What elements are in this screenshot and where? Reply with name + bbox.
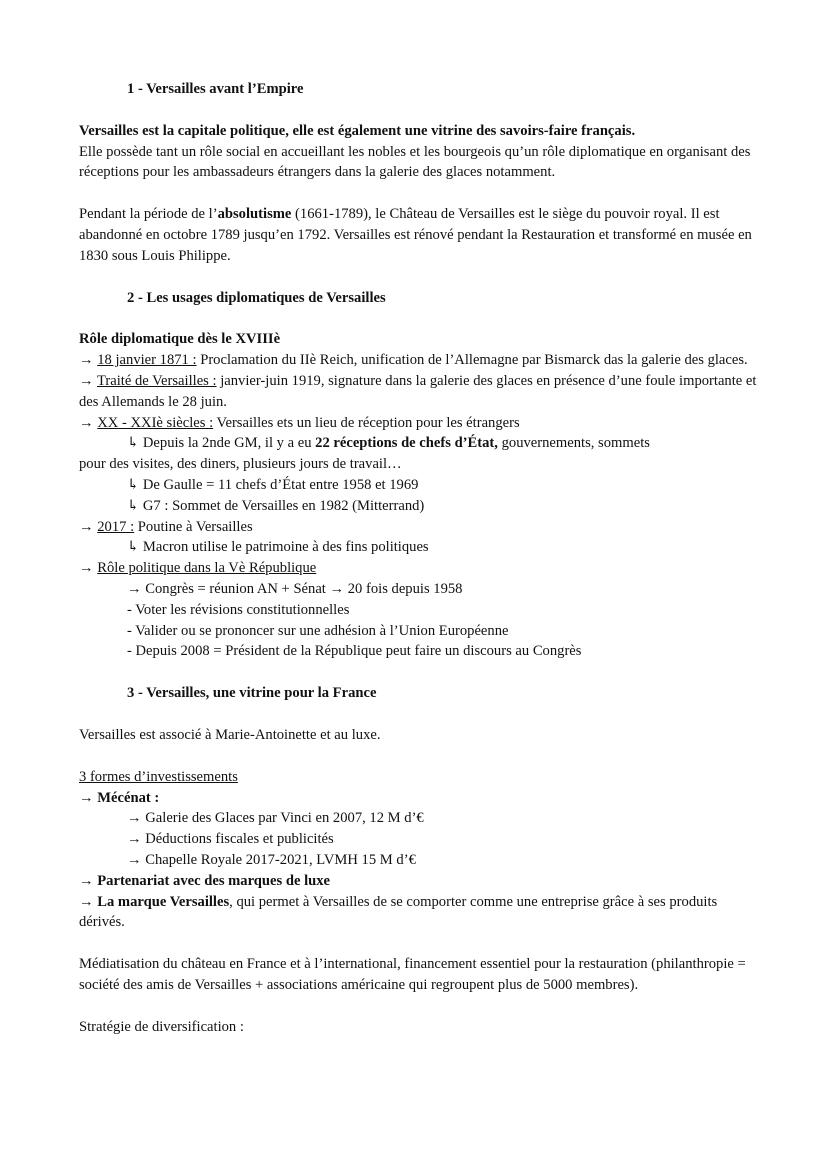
- section-1-paragraph-2: [79, 204, 759, 266]
- text: Proclamation du IIè Reich, unification de l’Allemagne par Bismarck das la galerie des glaces.: [196, 352, 748, 369]
- bold-text: Mécénat :: [97, 789, 160, 806]
- list-item: [79, 371, 759, 413]
- section-3-paragraph-1: Versailles est associé à Marie-Antoinette et au luxe.: [79, 726, 381, 743]
- list-item: [79, 350, 759, 371]
- list-item: [79, 871, 759, 892]
- document-page: [79, 79, 759, 1037]
- section-3-paragraph-2: Médiatisation du château en France et à l’international, financement essentiel pour la restauration (philanthropie = société des amis de Versailles + associations américaine qui regroupent plus de 5000 membres).: [79, 956, 746, 993]
- text: Elle possède tant un rôle social en accueillant les nobles et les bourgeois qu’un rôle diplomatique en organisant des réceptions pour les ambassadeurs étrangers dans la galerie des glaces notamment.: [79, 143, 751, 181]
- text: Versailles ets un lieu de réception pour les étrangers: [213, 414, 520, 431]
- list-item: [79, 892, 759, 934]
- text: Macron utilise le patrimoine à des fins politiques: [139, 539, 429, 556]
- arrow-icon: →: [127, 580, 142, 597]
- arrow-icon: →: [79, 352, 94, 369]
- hook-arrow-icon: ↳: [127, 435, 140, 452]
- arrow-icon: →: [79, 518, 94, 535]
- arrow-icon: →: [79, 414, 94, 431]
- sub-list-item: [79, 475, 759, 496]
- bold-text: 22 réceptions de chefs d’État,: [315, 435, 498, 452]
- sub-list-item: [79, 579, 759, 600]
- text: , qui permet à Versailles de se comporter comme une entreprise grâce à ses produits dérivés.: [79, 893, 718, 931]
- sub-list-item: [79, 829, 759, 850]
- list-item: [79, 413, 759, 434]
- arrow-icon: →: [127, 851, 142, 868]
- text: Congrès = réunion AN + Sénat → 20 fois depuis 1958: [141, 580, 463, 597]
- arrow-icon: →: [79, 872, 94, 889]
- sub-list-item: - Valider ou se prononcer sur une adhésion à l’Union Européenne: [127, 622, 509, 639]
- list-item: [79, 788, 759, 809]
- sub-list-item: [79, 496, 759, 517]
- bold-text: Versailles est la capitale politique, elle est également une vitrine des savoirs-faire français.: [79, 122, 636, 139]
- sub-list-item: [79, 537, 759, 558]
- bold-text: La marque Versailles: [97, 893, 230, 910]
- text: Déductions fiscales et publicités: [141, 831, 334, 848]
- text: (1661-1789), le Château de Versailles est le siège du pouvoir royal. Il est abandonné en octobre 1789 jusqu’en 1792. Versailles est rénové pendant la Restauration et transformé en musée en 1830 sous Louis Philippe.: [79, 206, 752, 264]
- underlined-text: 18 janvier 1871 :: [97, 352, 197, 369]
- sub-list-item: - Depuis 2008 = Président de la République peut faire un discours au Congrès: [127, 643, 582, 660]
- text: Galerie des Glaces par Vinci en 2007, 12 M d’€: [141, 810, 424, 827]
- investments-title: 3 formes d’investissements: [79, 768, 238, 785]
- arrow-icon: →: [127, 810, 142, 827]
- text: G7 : Sommet de Versailles en 1982 (Mitterrand): [139, 497, 425, 514]
- section-2-heading: 2 - Les usages diplomatiques de Versailles: [127, 289, 386, 306]
- text: pour des visites, des diners, plusieurs jours de travail…: [79, 456, 402, 473]
- hook-arrow-icon: ↳: [127, 497, 140, 514]
- text: Depuis la 2nde GM, il y a eu: [139, 435, 316, 452]
- bold-text: absolutisme: [217, 206, 292, 223]
- arrow-icon: →: [79, 789, 94, 806]
- section-3-heading: 3 - Versailles, une vitrine pour la France: [127, 685, 377, 702]
- underlined-text: XX - XXIè siècles :: [97, 414, 214, 431]
- arrow-icon: →: [79, 372, 94, 389]
- section-3-paragraph-3: Stratégie de diversification :: [79, 1018, 244, 1035]
- section-1-heading: 1 - Versailles avant l’Empire: [127, 81, 304, 97]
- text: janvier-juin 1919, signature dans la galerie des glaces en présence d’une foule importante et des Allemands le 28 juin.: [79, 372, 757, 410]
- sub-list-item: [79, 808, 759, 829]
- hook-arrow-icon: ↳: [127, 476, 140, 493]
- arrow-icon: →: [79, 560, 94, 577]
- underlined-text: Traité de Versailles :: [96, 372, 217, 389]
- bold-text: Partenariat avec des marques de luxe: [97, 872, 331, 889]
- list-item: [79, 517, 759, 538]
- text: Chapelle Royale 2017-2021, LVMH 15 M d’€: [141, 851, 416, 868]
- section-2-subheading: Rôle diplomatique dès le XVIIIè: [79, 331, 281, 348]
- sub-list-item: [79, 850, 759, 871]
- section-1-paragraph-1: [79, 121, 759, 183]
- text: Pendant la période de l’: [79, 206, 218, 223]
- list-item: [79, 558, 759, 579]
- text: gouvernements, sommets: [497, 435, 650, 452]
- underlined-text: Rôle politique dans la Vè République: [97, 560, 317, 577]
- underlined-text: 2017 :: [97, 518, 135, 535]
- arrow-icon: →: [79, 893, 94, 910]
- text: Poutine à Versailles: [134, 518, 253, 535]
- hook-arrow-icon: ↳: [127, 539, 140, 556]
- text: De Gaulle = 11 chefs d’État entre 1958 et 1969: [139, 476, 419, 493]
- sub-list-item: [79, 433, 759, 475]
- arrow-icon: →: [127, 831, 142, 848]
- sub-list-item: - Voter les révisions constitutionnelles: [127, 601, 350, 618]
